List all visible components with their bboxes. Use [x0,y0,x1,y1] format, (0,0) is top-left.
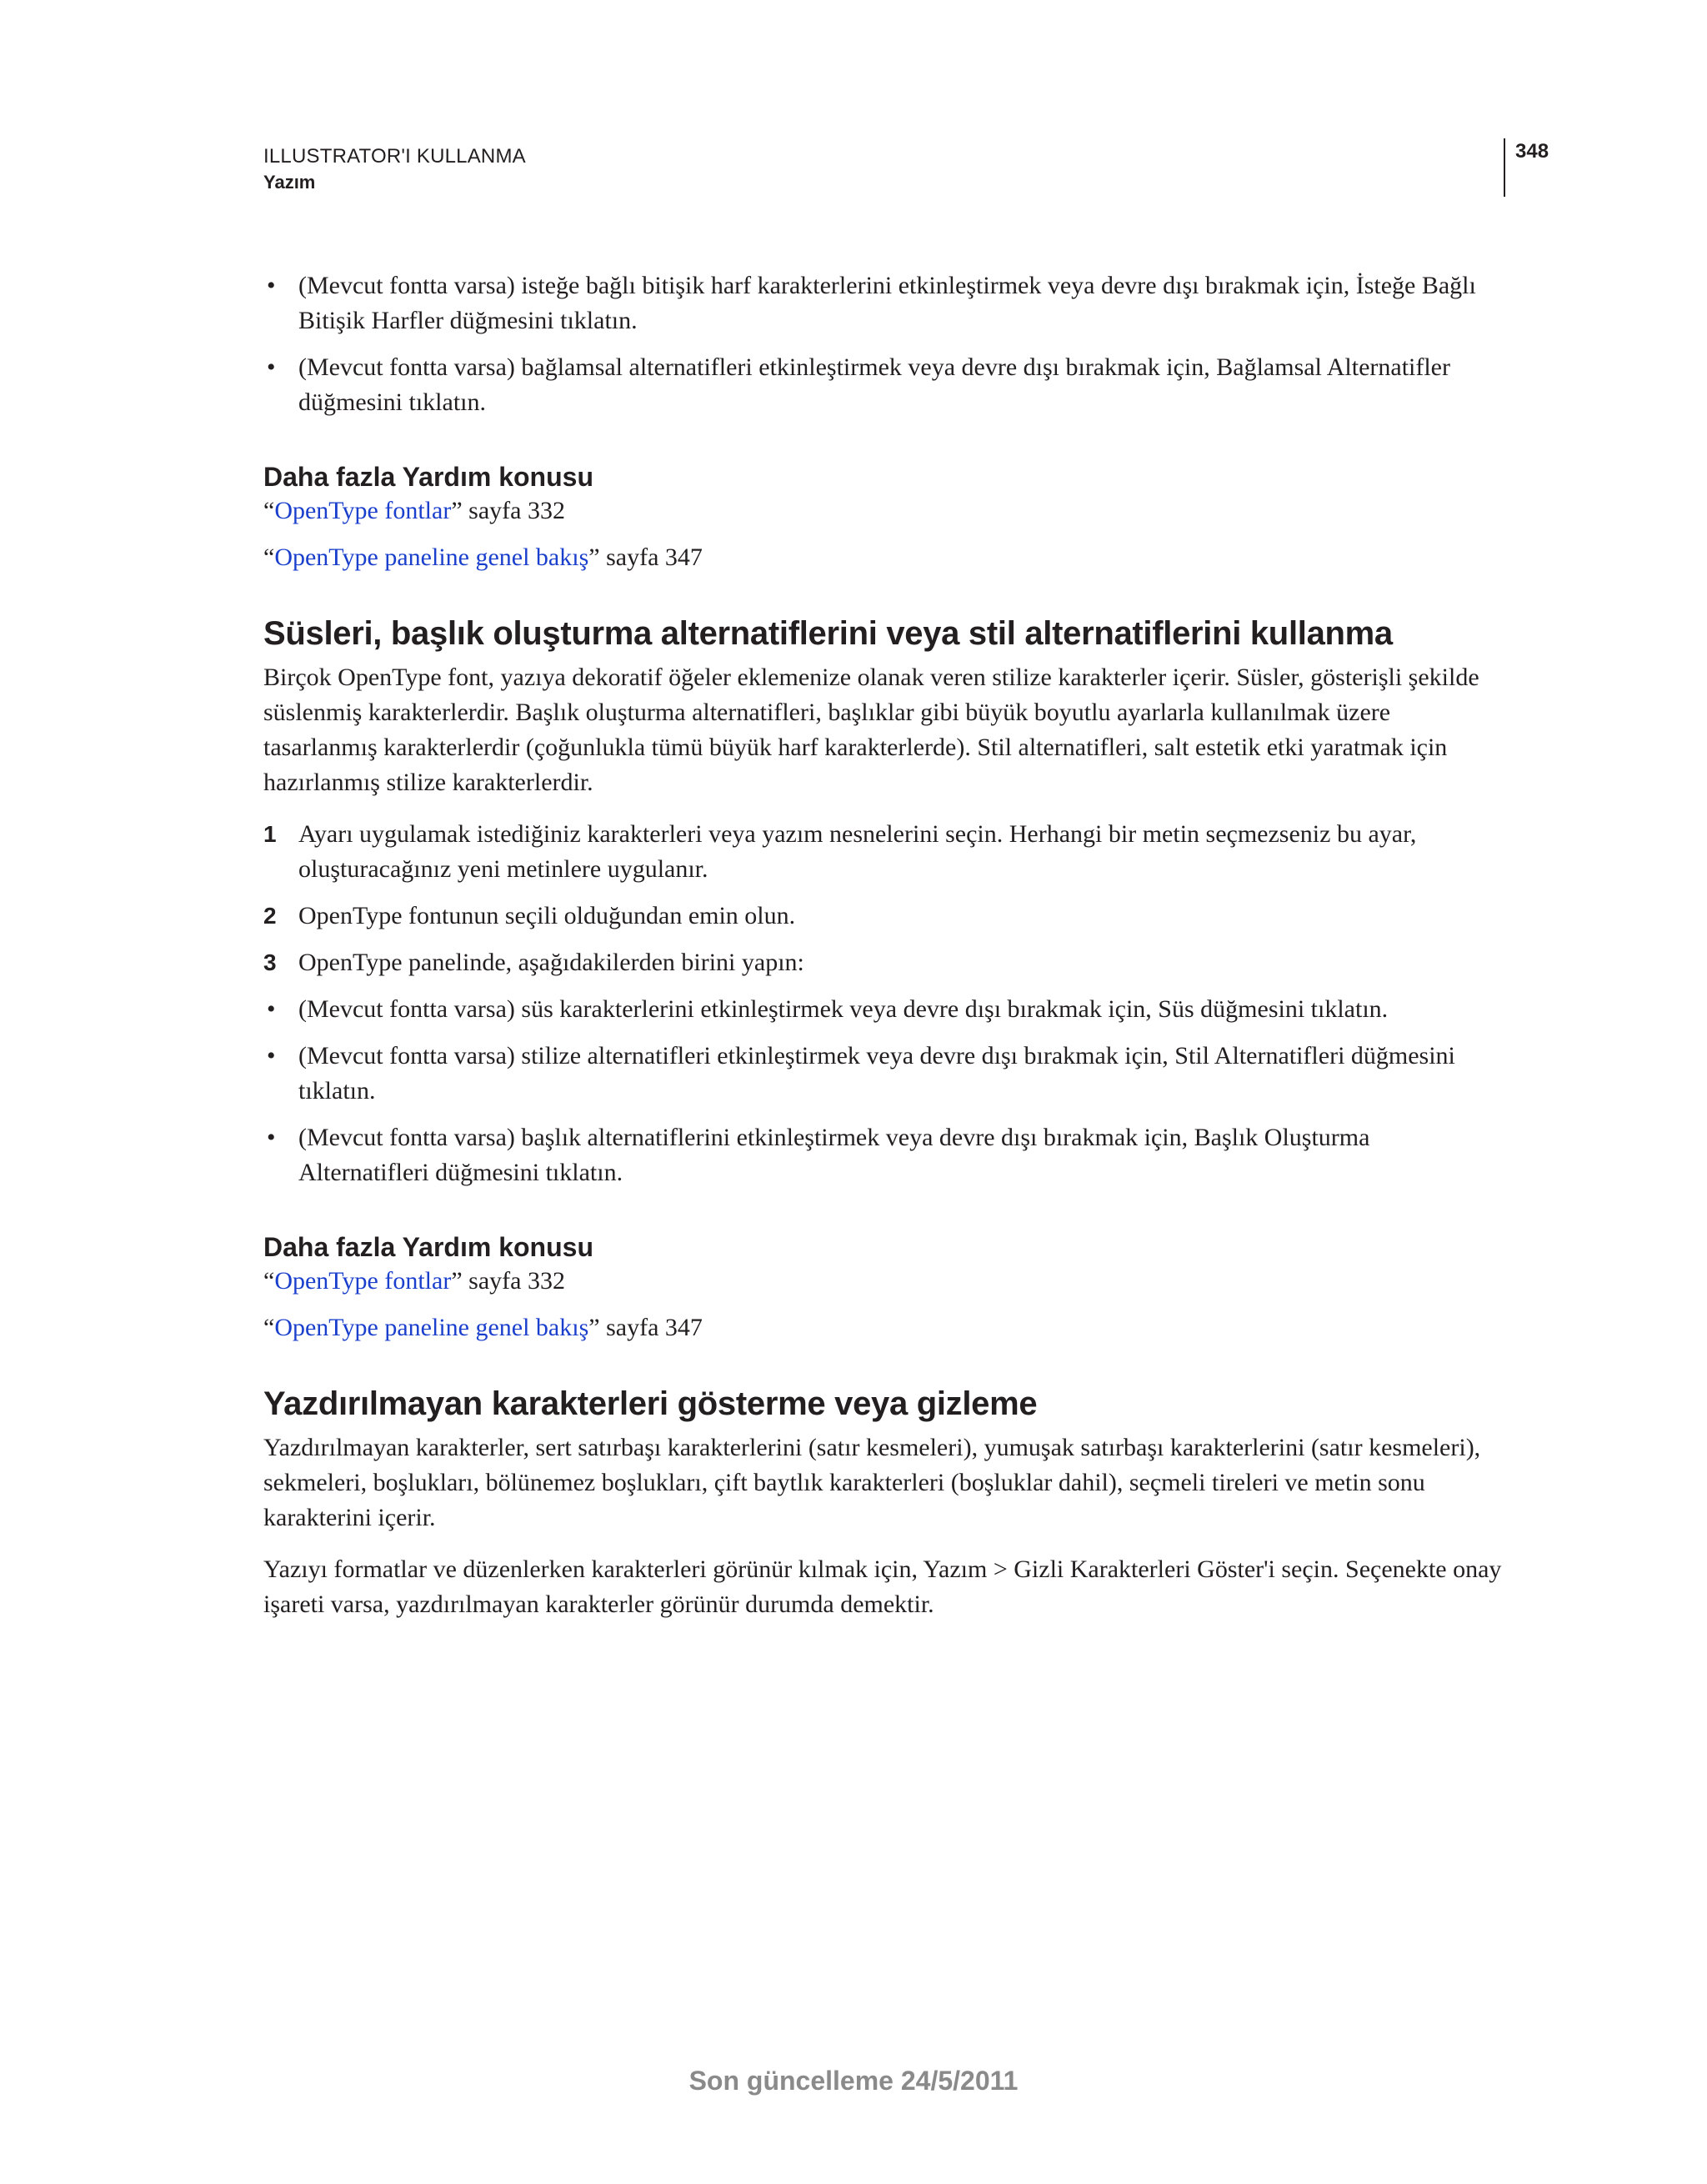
bullet-marker: • [267,1042,276,1069]
page-reference: sayfa 347 [599,543,703,571]
page-reference: sayfa 332 [462,1267,565,1295]
related-link-line: “OpenType paneline genel bakış” sayfa 347 [263,543,703,571]
page-content [263,268,1502,1622]
step-text: OpenType panelinde, aşağıdakilerden birini yapın: [298,949,804,976]
list-item [263,1120,1502,1190]
list-item-text: (Mevcut fontta varsa) stilize alternatifleri etkinleştirmek veya devre dışı bırakmak için, Stil Alternatifleri düğmesini tıklatın. [298,1042,1455,1105]
step-text: OpenType fontunun seçili olduğundan emin olun. [298,902,796,929]
bullet-marker: • [267,353,276,381]
step-text: Ayarı uygulamak istediğiniz karakterleri veya yazım nesnelerini seçin. Herhangi bir metin seçmezseniz bu ayar, oluşturacağınız yeni metinlere uygulanır. [298,820,1417,883]
related-link[interactable]: OpenType fontlar [274,1267,452,1295]
body-paragraph: Yazdırılmayan karakterler, sert satırbaşı karakterlerini (satır kesmeleri), yumuşak satırbaşı karakterlerini (satır kesmeleri), sekmeleri, boşlukları, bölünemez boşlukları, çift baytlık karakterleri (boşluklar dahil), seçmeli tireleri ve metin sonu karakterini içerir. [263,1434,1481,1531]
step-number: 2 [263,903,277,929]
section-title: Süsleri, başlık oluşturma alternatiflerini veya stil alternatiflerini kullanma [263,615,1393,652]
list-item [263,268,1502,338]
section-title: Yazdırılmayan karakterleri gösterme veya gizleme [263,1385,1038,1422]
more-help-heading: Daha fazla Yardım konusu [263,462,593,492]
list-item-text: (Mevcut fontta varsa) bağlamsal alternatifleri etkinleştirmek veya devre dışı bırakmak için, Bağlamsal Alternatifler düğmesini tıklatın. [298,353,1450,416]
list-item-text: (Mevcut fontta varsa) isteğe bağlı bitişik harf karakterlerini etkinleştirmek veya devre dışı bırakmak için, İsteğe Bağlı Bitişik Harfler düğmesini tıklatın. [298,272,1476,334]
numbered-step [263,945,1502,980]
header-divider [1504,138,1505,197]
bullet-marker: • [267,272,276,299]
numbered-step [263,899,1502,934]
list-item [263,992,1502,1027]
list-item-text: (Mevcut fontta varsa) süs karakterlerini etkinleştirmek veya devre dışı bırakmak için, Süs düğmesini tıklatın. [298,995,1389,1023]
page-reference: sayfa 347 [599,1314,703,1341]
bullet-marker: • [267,995,276,1023]
step-number: 1 [263,821,277,847]
related-link-line: “OpenType fontlar” sayfa 332 [263,1267,565,1295]
chapter-title: Yazım [263,172,316,193]
related-link[interactable]: OpenType fontlar [274,497,452,524]
bullet-marker: • [267,1124,276,1151]
step-number: 3 [263,949,277,975]
list-item-text: (Mevcut fontta varsa) başlık alternatiflerini etkinleştirmek veya devre dışı bırakmak için, Başlık Oluşturma Alternatifleri düğmesini tıklatın. [298,1124,1370,1186]
page-footer: Son güncelleme 24/5/2011 [688,2066,1019,2096]
running-header [263,143,526,195]
body-paragraph: Yazıyı formatlar ve düzenlerken karakterleri görünür kılmak için, Yazım > Gizli Karakterleri Göster'i seçin. Seçenekte onay işareti varsa, yazdırılmayan karakterler görünür durumda demektir. [263,1555,1502,1618]
page-number: 348 [1515,140,1549,163]
numbered-step [263,817,1502,887]
list-item [263,350,1502,420]
related-link-line: “OpenType fontlar” sayfa 332 [263,497,565,524]
related-link[interactable]: OpenType paneline genel bakış [274,543,589,571]
more-help-heading: Daha fazla Yardım konusu [263,1232,593,1262]
related-link[interactable]: OpenType paneline genel bakış [274,1314,589,1341]
page-reference: sayfa 332 [462,497,565,524]
body-paragraph: Birçok OpenType font, yazıya dekoratif öğeler eklemenize olanak veren stilize karakterler içerir. Süsler, gösterişli şekilde süslenmiş karakterlerdir. Başlık oluşturma alternatifleri, başlıklar gibi büyük boyutlu ayarlarla kullanılmak üzere tasarlanmış karakterlerdir (çoğunlukla tümü büyük harf karakterlerde). Stil alternatifleri, salt estetik etki yaratmak için hazırlanmış stilize karakterlerdir. [263,664,1479,796]
related-link-line: “OpenType paneline genel bakış” sayfa 347 [263,1314,703,1341]
list-item [263,1039,1502,1109]
book-title: ILLUSTRATOR'I KULLANMA [263,145,526,168]
